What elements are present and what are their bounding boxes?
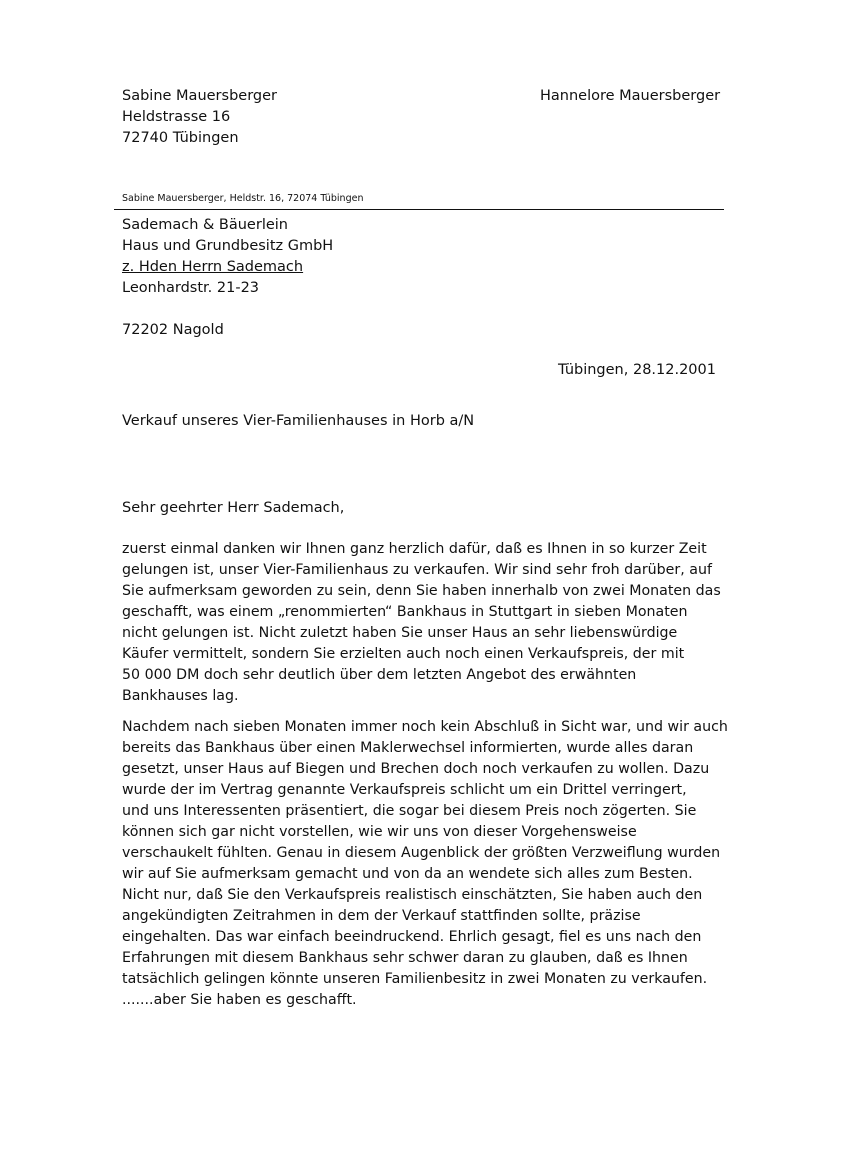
letter-date: Tübingen, 28.12.2001 [557,362,716,378]
letter-subject: Verkauf unseres Vier-Familienhauses in Horb a/N [122,413,475,429]
body-line: und uns Interessenten präsentiert, die sogar bei diesem Preis noch zögerten. Sie [122,803,697,819]
body-line: verschaukelt fühlten. Genau in diesem Augenblick der größten Verzweiflung wurden [122,845,721,861]
sender-street: Heldstrasse 16 [122,109,231,125]
body-line: nicht gelungen ist. Nicht zuletzt haben Sie unser Haus an sehr liebenswürdige [122,625,678,641]
letter-body [122,539,732,1021]
body-line: Sie aufmerksam geworden zu sein, denn Sie haben innerhalb von zwei Monaten das [122,583,721,599]
co-sender-name: Hannelore Mauersberger [540,88,721,104]
sender-city: 72740 Tübingen [122,130,239,146]
body-line: können sich gar nicht vorstellen, wie wir uns von dieser Vorgehensweise [122,824,637,840]
body-line: .......aber Sie haben es geschafft. [122,992,357,1008]
body-line: gesetzt, unser Haus auf Biegen und Brechen doch noch verkaufen zu wollen. Dazu [122,761,710,777]
body-line: Käufer vermittelt, sondern Sie erzielten auch noch einen Verkaufspreis, der mit [122,646,685,662]
body-line: Nicht nur, daß Sie den Verkaufspreis realistisch einschätzten, Sie haben auch den [122,887,703,903]
letter-salutation: Sehr geehrter Herr Sademach, [122,500,345,516]
body-line: Bankhauses lag. [122,688,239,704]
body-line: Erfahrungen mit diesem Bankhaus sehr schwer daran zu glauben, daß es Ihnen [122,950,688,966]
sender-address [122,86,277,149]
body-line: Nachdem nach sieben Monaten immer noch kein Abschluß in Sicht war, und wir auch [122,719,728,735]
sender-name: Sabine Mauersberger [122,88,277,104]
body-line: gelungen ist, unser Vier-Familienhaus zu verkaufen. Wir sind sehr froh darüber, auf [122,562,712,578]
body-line: eingehalten. Das war einfach beeindruckend. Ehrlich gesagt, fiel es uns nach den [122,929,702,945]
body-line: bereits das Bankhaus über einen Maklerwechsel informierten, wurde alles daran [122,740,694,756]
body-line: geschafft, was einem „renommierten“ Bankhaus in Stuttgart in sieben Monaten [122,604,688,620]
body-line: tatsächlich gelingen könnte unseren Familienbesitz in zwei Monaten zu verkaufen. [122,971,708,987]
recipient-attention: z. Hden Herrn Sademach [122,259,304,275]
recipient-city: 72202 Nagold [122,322,224,338]
recipient-company: Sademach & Bäuerlein [122,217,288,233]
address-divider [114,209,724,210]
body-paragraph-2 [122,717,732,1011]
body-line: wir auf Sie aufmerksam gemacht und von da an wendete sich alles zum Besten. [122,866,693,882]
body-paragraph-1 [122,539,732,707]
recipient-street: Leonhardstr. 21-23 [122,280,260,296]
recipient-address [122,215,333,299]
recipient-company-line2: Haus und Grundbesitz GmbH [122,238,334,254]
body-line: 50 000 DM doch sehr deutlich über dem letzten Angebot des erwähnten [122,667,637,683]
body-line: angekündigten Zeitrahmen in dem der Verkauf stattfinden sollte, präzise [122,908,641,924]
body-line: wurde der im Vertrag genannte Verkaufspreis schlicht um ein Drittel verringert, [122,782,687,798]
return-address-line: Sabine Mauersberger, Heldstr. 16, 72074 Tübingen [122,193,364,204]
body-line: zuerst einmal danken wir Ihnen ganz herzlich dafür, daß es Ihnen in so kurzer Zeit [122,541,707,557]
